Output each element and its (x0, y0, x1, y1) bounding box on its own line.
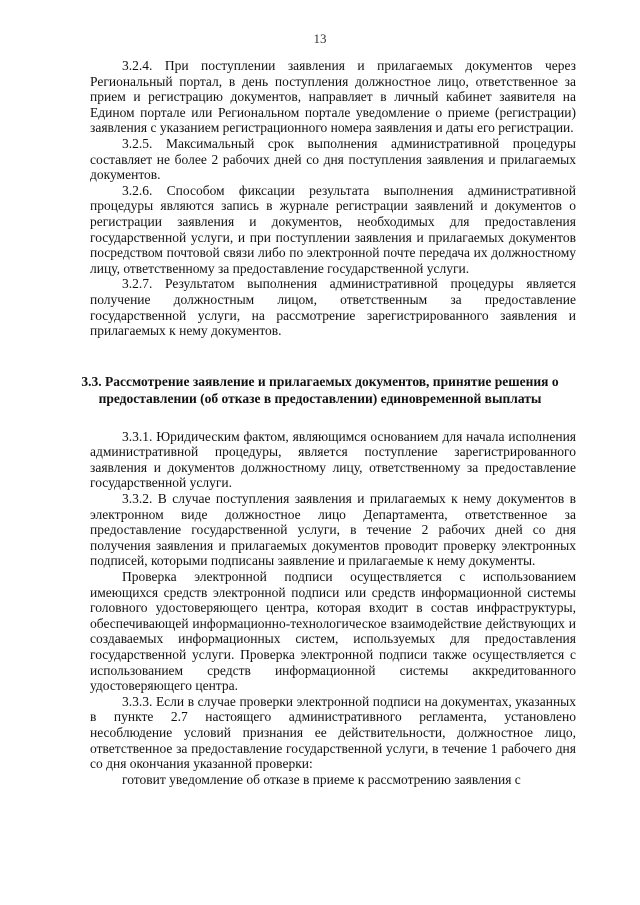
paragraph-notification: готовит уведомление об отказе в приеме к рассмотрению заявления с (122, 771, 521, 787)
paragraph-3-2-7: 3.2.7. Результатом выполнения административной процедуры является получение должностным лицом, ответственным за предоставление государственной услуги, на рассмотрение зарегистрированного заявления и прилагаемых к нему документов. (90, 276, 576, 339)
page-number: 13 (313, 31, 327, 46)
paragraph-3-3-2: 3.3.2. В случае поступления заявления и прилагаемых к нему документов в электронном виде должностное лицо Департамента, ответственное за предоставление государственной услуги, в течение 2 рабочих дней со дня получения заявления и прилагаемых документов проводит проверку электронных подписей, которыми подписаны заявление и прилагаемые к нему документы. (90, 491, 576, 569)
document-body (81, 58, 576, 787)
paragraph-3-3-3: 3.3.3. Если в случае проверки электронной подписи на документах, указанных в пункте 2.7 настоящего административного регламента, установлено несоблюдение условий признания ее действительности, должностное лицо, ответственное за предоставление государственной услуги, в течение 1 рабочего дня со дня окончания указанной проверки: (90, 693, 576, 772)
paragraph-3-2-4: 3.2.4. При поступлении заявления и прилагаемых документов через Региональный портал, в день поступления должностное лицо, ответственное за прием и регистрацию документов, направляет в личный кабинет заявителя на Едином портале или Региональном портале уведомление о приеме (регистрации) заявления с указанием регистрационного номера заявления и даты его регистрации. (90, 58, 576, 136)
paragraph-signature-check: Проверка электронной подписи осуществляется с использованием имеющихся средств электронной подписи или средств информационной системы головного удостоверяющего центра, которая входит в состав инфраструктуры, обеспечивающей информационно-технологическое взаимодействие действующих и создаваемых информационных систем, используемых для предоставления государственной услуги. Проверка электронной подписи также осуществляется с использованием средств информационной системы аккредитованного удостоверяющего центра. (90, 569, 576, 694)
section-heading-3-3: 3.3. Рассмотрение заявление и прилагаемых документов, принятие решения о предоставлении (об отказе в предоставлении) единовременной выплаты (81, 373, 559, 406)
paragraph-3-3-1: 3.3.1. Юридическим фактом, являющимся основанием для начала исполнения административной процедуры, является поступление зарегистрированного заявления и документов должностному лицу, ответственному за предоставление государственной услуги. (90, 428, 576, 491)
paragraph-3-2-6: 3.2.6. Способом фиксации результата выполнения административной процедуры являются запись в журнале регистрации заявлений и документов о регистрации заявления и документов, необходимых для предоставления государственной услуги, и при поступлении заявления и прилагаемых документов посредством почтовой связи либо по электронной почте передача их должностному лицу, ответственному за предоставление государственной услуги. (90, 182, 576, 276)
paragraph-3-2-5: 3.2.5. Максимальный срок выполнения административной процедуры составляет не более 2 рабочих дней со дня поступления заявления и прилагаемых документов. (90, 135, 576, 183)
